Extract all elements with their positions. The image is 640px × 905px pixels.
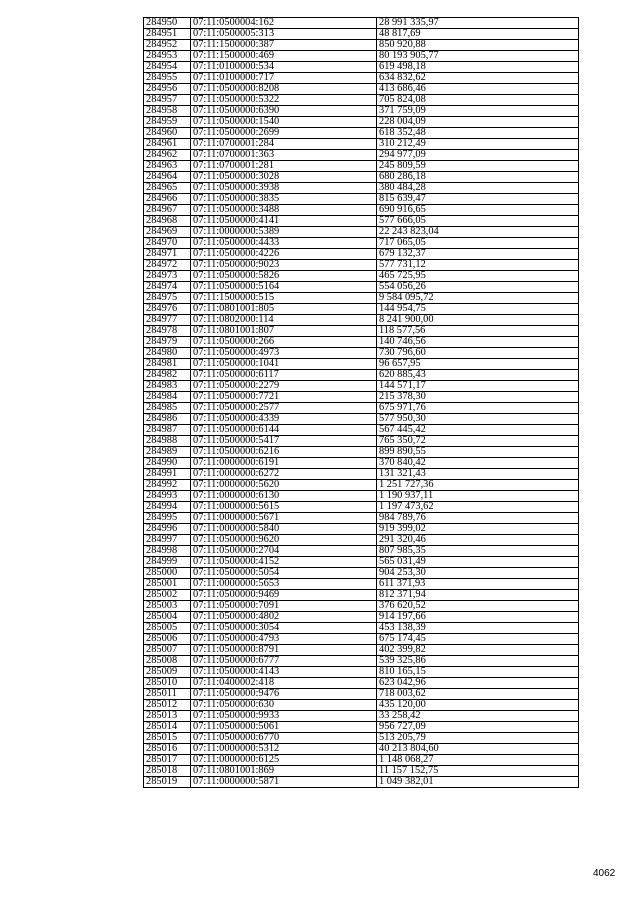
cadastral-value-cell: 618 352,48 [377,128,579,139]
cadastral-number-cell: 07:11:0500000:2577 [191,403,377,414]
row-number-cell: 284972 [144,260,191,271]
cadastral-value-cell: 904 253,30 [377,568,579,579]
row-number-cell: 284953 [144,51,191,62]
table-row [144,370,579,381]
row-number-cell: 284980 [144,348,191,359]
row-number-cell: 284968 [144,216,191,227]
cadastral-value-cell: 140 746,56 [377,337,579,348]
row-number-cell: 284992 [144,480,191,491]
cadastral-number-cell: 07:11:0000000:6130 [191,491,377,502]
row-number-cell: 284989 [144,447,191,458]
cadastral-value-cell: 899 890,55 [377,447,579,458]
cadastral-value-cell: 807 985,35 [377,546,579,557]
table-row [144,678,579,689]
row-number-cell: 285009 [144,667,191,678]
cadastral-value-cell: 40 213 804,60 [377,744,579,755]
cadastral-number-cell: 07:11:0700001:284 [191,139,377,150]
table-row [144,40,579,51]
cadastral-value-cell: 611 371,93 [377,579,579,590]
row-number-cell: 285008 [144,656,191,667]
cadastral-value-cell: 919 399,02 [377,524,579,535]
cadastral-value-cell: 11 157 152,75 [377,766,579,777]
cadastral-value-cell: 812 371,94 [377,590,579,601]
cadastral-number-cell: 07:11:0500000:4793 [191,634,377,645]
cadastral-number-cell: 07:11:0000000:5389 [191,227,377,238]
table-row [144,18,579,29]
row-number-cell: 284965 [144,183,191,194]
row-number-cell: 284957 [144,95,191,106]
table-row [144,590,579,601]
row-number-cell: 284967 [144,205,191,216]
cadastral-value-cell: 705 824,08 [377,95,579,106]
table-row [144,601,579,612]
table-row [144,766,579,777]
cadastral-number-cell: 07:11:0500000:3835 [191,194,377,205]
table-row [144,304,579,315]
cadastral-value-cell: 402 399,82 [377,645,579,656]
table-row [144,205,579,216]
cadastral-number-cell: 07:11:0500000:1540 [191,117,377,128]
cadastral-value-cell: 371 759,09 [377,106,579,117]
table-row [144,216,579,227]
cadastral-number-cell: 07:11:0500000:266 [191,337,377,348]
cadastral-value-cell: 1 251 727,36 [377,480,579,491]
cadastral-number-cell: 07:11:0500000:8208 [191,84,377,95]
table-row [144,51,579,62]
cadastral-value-cell: 634 832,62 [377,73,579,84]
row-number-cell: 285015 [144,733,191,744]
row-number-cell: 285013 [144,711,191,722]
row-number-cell: 284985 [144,403,191,414]
cadastral-number-cell: 07:11:0500000:2704 [191,546,377,557]
cadastral-number-cell: 07:11:0500005:313 [191,29,377,40]
table-row [144,139,579,150]
cadastral-value-cell: 8 241 900,00 [377,315,579,326]
row-number-cell: 284997 [144,535,191,546]
cadastral-number-cell: 07:11:0500000:2699 [191,128,377,139]
cadastral-number-cell: 07:11:0500000:9476 [191,689,377,700]
table-row [144,29,579,40]
table-row [144,95,579,106]
row-number-cell: 284969 [144,227,191,238]
row-number-cell: 284984 [144,392,191,403]
cadastral-value-cell: 956 727,09 [377,722,579,733]
table-row [144,623,579,634]
row-number-cell: 285004 [144,612,191,623]
row-number-cell: 284958 [144,106,191,117]
row-number-cell: 284973 [144,271,191,282]
cadastral-number-cell: 07:11:0000000:6125 [191,755,377,766]
table-row [144,172,579,183]
page-number: 4062 [593,868,616,879]
row-number-cell: 284986 [144,414,191,425]
cadastral-number-cell: 07:11:0500000:3054 [191,623,377,634]
cadastral-value-cell: 1 197 473,62 [377,502,579,513]
table-row [144,744,579,755]
cadastral-number-cell: 07:11:0500000:4433 [191,238,377,249]
cadastral-number-cell: 07:11:0500000:9933 [191,711,377,722]
cadastral-number-cell: 07:11:0500000:6117 [191,370,377,381]
cadastral-number-cell: 07:11:0700001:281 [191,161,377,172]
cadastral-value-cell: 131 321,43 [377,469,579,480]
table-row [144,469,579,480]
cadastral-number-cell: 07:11:0500000:7091 [191,601,377,612]
cadastral-number-cell: 07:11:0500000:6777 [191,656,377,667]
cadastral-number-cell: 07:11:0500000:6770 [191,733,377,744]
cadastral-value-cell: 118 577,56 [377,326,579,337]
cadastral-number-cell: 07:11:0500000:5164 [191,282,377,293]
cadastral-value-cell: 810 165,15 [377,667,579,678]
row-number-cell: 284982 [144,370,191,381]
row-number-cell: 285002 [144,590,191,601]
cadastral-number-cell: 07:11:0500000:6216 [191,447,377,458]
cadastral-number-cell: 07:11:0500000:5322 [191,95,377,106]
row-number-cell: 285011 [144,689,191,700]
cadastral-value-cell: 1 190 937,11 [377,491,579,502]
row-number-cell: 284975 [144,293,191,304]
table-row [144,535,579,546]
row-number-cell: 285005 [144,623,191,634]
cadastral-value-cell: 380 484,28 [377,183,579,194]
table-row [144,579,579,590]
table-row [144,612,579,623]
cadastral-value-cell: 215 378,30 [377,392,579,403]
cadastral-number-cell: 07:11:0500000:6144 [191,425,377,436]
cadastral-number-cell: 07:11:0500000:2279 [191,381,377,392]
cadastral-value-cell: 914 197,66 [377,612,579,623]
table-row [144,645,579,656]
row-number-cell: 284963 [144,161,191,172]
cadastral-value-cell: 623 042,96 [377,678,579,689]
row-number-cell: 284999 [144,557,191,568]
row-number-cell: 284954 [144,62,191,73]
row-number-cell: 284955 [144,73,191,84]
cadastral-number-cell: 07:11:0500000:1041 [191,359,377,370]
table-row [144,491,579,502]
row-number-cell: 285007 [144,645,191,656]
table-row [144,150,579,161]
table-row [144,117,579,128]
table-row [144,700,579,711]
row-number-cell: 284990 [144,458,191,469]
cadastral-value-cell: 717 065,05 [377,238,579,249]
row-number-cell: 284976 [144,304,191,315]
cadastral-value-cell: 620 885,43 [377,370,579,381]
table-row [144,238,579,249]
cadastral-number-cell: 07:11:0500000:4973 [191,348,377,359]
table-row [144,293,579,304]
row-number-cell: 284951 [144,29,191,40]
table-row [144,425,579,436]
row-number-cell: 284961 [144,139,191,150]
cadastral-value-cell: 565 031,49 [377,557,579,568]
cadastral-value-cell: 465 725,95 [377,271,579,282]
table-row [144,667,579,678]
cadastral-number-cell: 07:11:0000000:5653 [191,579,377,590]
cadastral-value-cell: 680 286,18 [377,172,579,183]
cadastral-number-cell: 07:11:0500000:9620 [191,535,377,546]
cadastral-value-cell: 984 789,76 [377,513,579,524]
row-number-cell: 284960 [144,128,191,139]
cadastral-value-cell: 577 950,30 [377,414,579,425]
row-number-cell: 284978 [144,326,191,337]
row-number-cell: 285001 [144,579,191,590]
cadastral-value-cell: 1 049 382,01 [377,777,579,788]
row-number-cell: 284974 [144,282,191,293]
table-row [144,337,579,348]
cadastral-number-cell: 07:11:0000000:6272 [191,469,377,480]
cadastral-value-cell: 577 666,05 [377,216,579,227]
table-row [144,73,579,84]
cadastral-value-cell: 435 120,00 [377,700,579,711]
table-row [144,260,579,271]
cadastral-number-cell: 07:11:0500000:630 [191,700,377,711]
cadastral-value-cell: 679 132,37 [377,249,579,260]
table-row [144,634,579,645]
table-row [144,656,579,667]
table-row [144,227,579,238]
table-row [144,722,579,733]
cadastral-number-cell: 07:11:0500000:3938 [191,183,377,194]
cadastral-number-cell: 07:11:0500000:3488 [191,205,377,216]
row-number-cell: 285016 [144,744,191,755]
table-body [144,18,579,788]
cadastral-number-cell: 07:11:1500000:469 [191,51,377,62]
cadastral-value-cell: 718 003,62 [377,689,579,700]
cadastral-value-cell: 144 571,17 [377,381,579,392]
cadastral-number-cell: 07:11:0500000:9469 [191,590,377,601]
table-row [144,733,579,744]
cadastral-value-cell: 28 991 335,97 [377,18,579,29]
row-number-cell: 284995 [144,513,191,524]
row-number-cell: 284956 [144,84,191,95]
cadastral-value-cell: 9 584 095,72 [377,293,579,304]
cadastral-value-table [143,17,579,788]
table-row [144,414,579,425]
cadastral-number-cell: 07:11:0500000:3028 [191,172,377,183]
cadastral-number-cell: 07:11:0500000:6390 [191,106,377,117]
cadastral-value-cell: 453 138,39 [377,623,579,634]
cadastral-value-cell: 245 809,59 [377,161,579,172]
table-row [144,447,579,458]
table-row [144,689,579,700]
cadastral-number-cell: 07:11:0100000:534 [191,62,377,73]
table-row [144,183,579,194]
cadastral-number-cell: 07:11:0500000:9023 [191,260,377,271]
table-row [144,436,579,447]
table-row [144,502,579,513]
table-row [144,106,579,117]
cadastral-value-cell: 675 971,76 [377,403,579,414]
cadastral-number-cell: 07:11:0700001:363 [191,150,377,161]
table-row [144,777,579,788]
cadastral-value-cell: 577 731,12 [377,260,579,271]
row-number-cell: 284964 [144,172,191,183]
cadastral-value-cell: 850 920,88 [377,40,579,51]
row-number-cell: 284981 [144,359,191,370]
cadastral-value-cell: 413 686,46 [377,84,579,95]
cadastral-value-cell: 96 657,95 [377,359,579,370]
row-number-cell: 285003 [144,601,191,612]
row-number-cell: 284994 [144,502,191,513]
row-number-cell: 284996 [144,524,191,535]
cadastral-number-cell: 07:11:0500000:7721 [191,392,377,403]
cadastral-number-cell: 07:11:0000000:5671 [191,513,377,524]
row-number-cell: 284983 [144,381,191,392]
cadastral-number-cell: 07:11:0000000:6191 [191,458,377,469]
table-row [144,194,579,205]
table-row [144,84,579,95]
cadastral-value-cell: 294 977,09 [377,150,579,161]
cadastral-number-cell: 07:11:0801001:869 [191,766,377,777]
cadastral-number-cell: 07:11:0500000:4802 [191,612,377,623]
cadastral-value-cell: 33 258,42 [377,711,579,722]
row-number-cell: 285014 [144,722,191,733]
cadastral-number-cell: 07:11:0000000:5620 [191,480,377,491]
table-row [144,458,579,469]
row-number-cell: 285019 [144,777,191,788]
cadastral-value-cell: 815 639,47 [377,194,579,205]
table-row [144,524,579,535]
cadastral-number-cell: 07:11:1500000:387 [191,40,377,51]
table-row [144,282,579,293]
cadastral-number-cell: 07:11:0500000:5417 [191,436,377,447]
table-row [144,711,579,722]
row-number-cell: 285000 [144,568,191,579]
cadastral-value-cell: 22 243 823,04 [377,227,579,238]
cadastral-number-cell: 07:11:0801001:807 [191,326,377,337]
row-number-cell: 284962 [144,150,191,161]
cadastral-value-cell: 619 498,18 [377,62,579,73]
row-number-cell: 284988 [144,436,191,447]
cadastral-value-cell: 675 174,45 [377,634,579,645]
cadastral-number-cell: 07:11:0500000:5054 [191,568,377,579]
row-number-cell: 285012 [144,700,191,711]
cadastral-value-cell: 690 916,65 [377,205,579,216]
cadastral-value-cell: 567 445,42 [377,425,579,436]
cadastral-number-cell: 07:11:0802000:114 [191,315,377,326]
cadastral-number-cell: 07:11:0000000:5840 [191,524,377,535]
row-number-cell: 284979 [144,337,191,348]
cadastral-number-cell: 07:11:1500000:515 [191,293,377,304]
row-number-cell: 285018 [144,766,191,777]
cadastral-value-cell: 765 350,72 [377,436,579,447]
cadastral-value-cell: 513 205,79 [377,733,579,744]
cadastral-number-cell: 07:11:0500000:4226 [191,249,377,260]
row-number-cell: 284991 [144,469,191,480]
row-number-cell: 284993 [144,491,191,502]
row-number-cell: 284998 [144,546,191,557]
table-row [144,348,579,359]
cadastral-number-cell: 07:11:0500000:5826 [191,271,377,282]
table-row [144,128,579,139]
cadastral-number-cell: 07:11:0000000:5312 [191,744,377,755]
cadastral-number-cell: 07:11:0500000:5061 [191,722,377,733]
table-row [144,326,579,337]
table-row [144,249,579,260]
table-row [144,359,579,370]
cadastral-number-cell: 07:11:0000000:5615 [191,502,377,513]
cadastral-number-cell: 07:11:0000000:5871 [191,777,377,788]
row-number-cell: 284971 [144,249,191,260]
table-row [144,381,579,392]
cadastral-value-cell: 554 056,26 [377,282,579,293]
cadastral-value-cell: 48 817,69 [377,29,579,40]
row-number-cell: 285010 [144,678,191,689]
cadastral-value-cell: 730 796,60 [377,348,579,359]
row-number-cell: 285017 [144,755,191,766]
table-row [144,271,579,282]
cadastral-number-cell: 07:11:0500000:8791 [191,645,377,656]
cadastral-value-cell: 310 212,49 [377,139,579,150]
table-row [144,392,579,403]
row-number-cell: 284966 [144,194,191,205]
cadastral-number-cell: 07:11:0500000:4152 [191,557,377,568]
table-row [144,480,579,491]
table-row [144,513,579,524]
row-number-cell: 284970 [144,238,191,249]
cadastral-value-cell: 1 148 068,27 [377,755,579,766]
cadastral-number-cell: 07:11:0400002:418 [191,678,377,689]
row-number-cell: 284950 [144,18,191,29]
table-row [144,546,579,557]
table-row [144,62,579,73]
table-row [144,403,579,414]
cadastral-number-cell: 07:11:0801001:805 [191,304,377,315]
cadastral-number-cell: 07:11:0500000:4339 [191,414,377,425]
row-number-cell: 285006 [144,634,191,645]
cadastral-value-cell: 539 325,86 [377,656,579,667]
table-row [144,315,579,326]
cadastral-number-cell: 07:11:0100000:717 [191,73,377,84]
cadastral-value-cell: 376 620,52 [377,601,579,612]
cadastral-number-cell: 07:11:0500000:4143 [191,667,377,678]
table-row [144,557,579,568]
cadastral-value-cell: 80 193 905,77 [377,51,579,62]
row-number-cell: 284977 [144,315,191,326]
table-row [144,568,579,579]
cadastral-value-cell: 228 004,09 [377,117,579,128]
row-number-cell: 284959 [144,117,191,128]
row-number-cell: 284952 [144,40,191,51]
cadastral-number-cell: 07:11:0500000:4141 [191,216,377,227]
cadastral-number-cell: 07:11:0500004:162 [191,18,377,29]
cadastral-value-cell: 370 840,42 [377,458,579,469]
table-row [144,161,579,172]
row-number-cell: 284987 [144,425,191,436]
cadastral-value-cell: 144 954,75 [377,304,579,315]
table-row [144,755,579,766]
cadastral-value-cell: 291 320,46 [377,535,579,546]
